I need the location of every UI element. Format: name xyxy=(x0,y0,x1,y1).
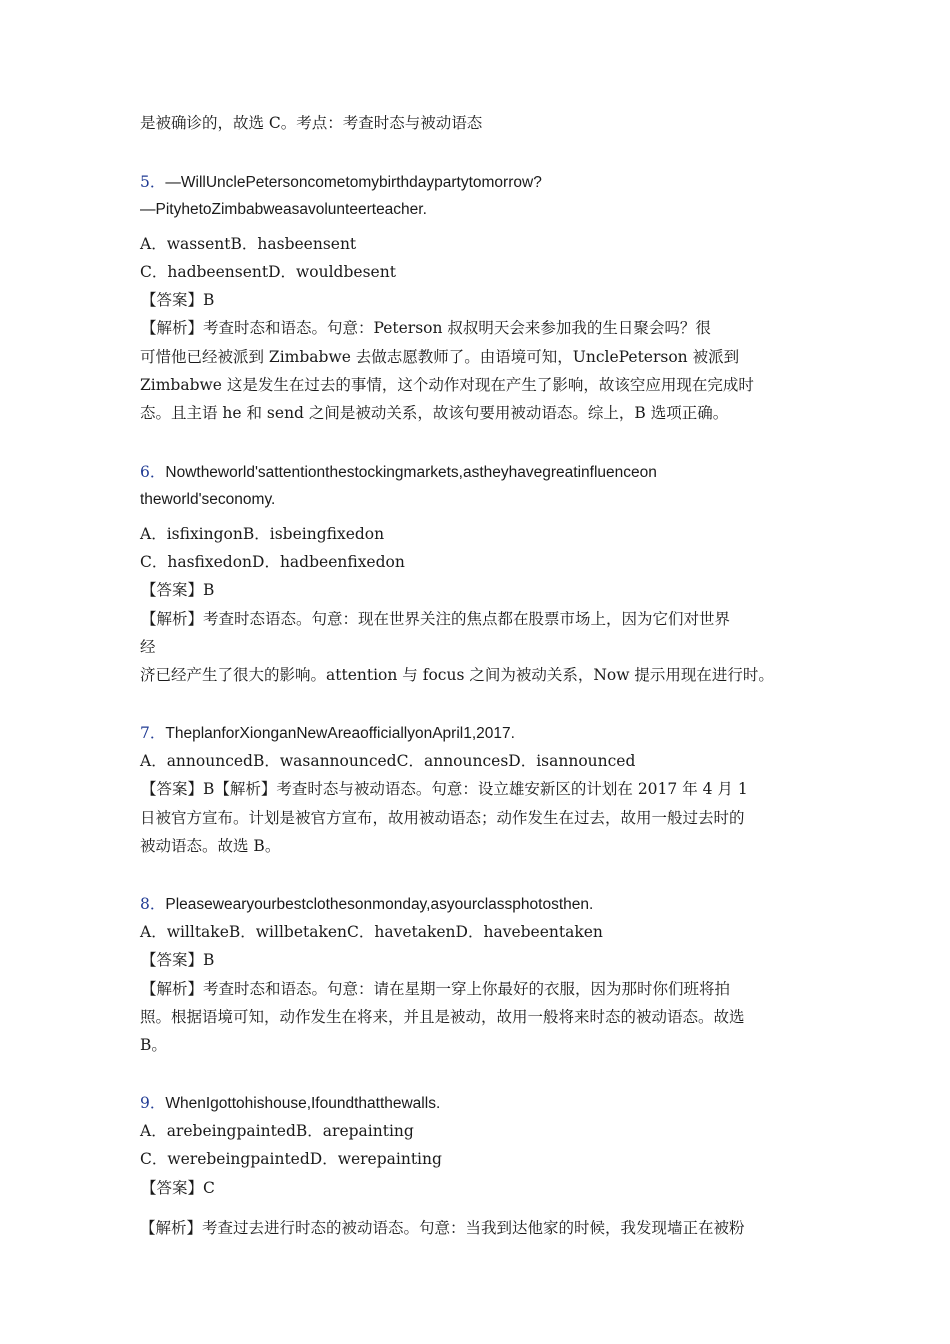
question-7-number: 7． xyxy=(140,724,166,742)
question-6-answer: 【答案】B xyxy=(141,581,215,599)
question-8-stem-line-1 xyxy=(140,893,593,916)
question-6-analysis-3: 济已经产生了很大的影响。attention 与 focus 之间为被动关系，Now 提示用现在进行时。 xyxy=(140,666,774,684)
question-7-stem-line-1 xyxy=(140,722,515,745)
question-9-options-ab: A．arebeingpaintedB．arepainting xyxy=(140,1122,414,1140)
question-7-options: A．announcedB．wasannouncedC．announcesD．isannounced xyxy=(140,752,636,770)
question-8-analysis-2: 照。根据语境可知，动作发生在将来，并且是被动，故用一般将来时态的被动语态。故选 xyxy=(140,1008,745,1026)
question-6-stem-line-2: theworld'seconomy. xyxy=(140,491,276,508)
question-8-stem-1: Pleasewearyourbestclothesonmonday,asyourclassphotosthen. xyxy=(165,896,594,913)
question-7-analysis-2: 日被官方宣布。计划是被官方宣布，故用被动语态；动作发生在过去，故用一般过去时的 xyxy=(140,809,745,827)
question-7-analysis-1: 【答案】B【解析】考查时态与被动语态。句意：设立雄安新区的计划在 2017 年 4 月 1 xyxy=(141,780,748,798)
question-9-number: 9． xyxy=(140,1094,166,1112)
question-5-answer: 【答案】B xyxy=(141,291,215,309)
question-6-options-cd: C．hasfixedonD．hadbeenfixedon xyxy=(140,553,405,571)
question-5-stem-line-1 xyxy=(140,171,542,194)
question-6-analysis-2: 经 xyxy=(140,638,156,656)
question-5-stem-1: —WillUnclePetersoncometomybirthdaypartytomorrow? xyxy=(165,174,542,191)
question-5-options-cd: C．hadbeensentD．wouldbesent xyxy=(140,263,396,281)
question-8-analysis-3: B。 xyxy=(140,1036,167,1054)
question-9-stem-line-1 xyxy=(140,1092,440,1115)
question-5-analysis-3: Zimbabwe 这是发生在过去的事情，这个动作对现在产生了影响，故该空应用现在完成时 xyxy=(140,376,754,394)
question-5-stem-line-2: —PityhetoZimbabweasavolunteerteacher. xyxy=(140,201,427,218)
question-7-stem-1: TheplanforXionganNewAreaofficiallyonApril1,2017. xyxy=(165,725,515,742)
question-8-number: 8． xyxy=(140,895,166,913)
question-5-analysis-2: 可惜他已经被派到 Zimbabwe 去做志愿教师了。由语境可知，UnclePeterson 被派到 xyxy=(140,348,740,366)
question-5-options-ab: A．wassentB．hasbeensent xyxy=(140,235,357,253)
question-6-stem-1: Nowtheworld'sattentionthestockingmarkets,astheyhavegreatinfluenceon xyxy=(165,464,657,481)
question-9-answer: 【答案】C xyxy=(141,1179,215,1197)
question-8-answer: 【答案】B xyxy=(141,951,215,969)
question-9-options-cd: C．werebeingpaintedD．werepainting xyxy=(140,1150,442,1168)
question-8-analysis-1: 【解析】考查时态和语态。句意：请在星期一穿上你最好的衣服，因为那时你们班将拍 xyxy=(141,980,731,998)
question-7-analysis-3: 被动语态。故选 B。 xyxy=(140,837,281,855)
question-5-analysis-4: 态。且主语 he 和 send 之间是被动关系，故该句要用被动语态。综上，B 选项正确。 xyxy=(140,404,729,422)
question-6-options-ab: A．isfixingonB．isbeingfixedon xyxy=(140,525,385,543)
intro-text: 是被确诊的，故选 C。考点：考查时态与被动语态 xyxy=(140,114,483,132)
question-9-stem-1: WhenIgottohishouse,Ifoundthatthewalls. xyxy=(165,1095,441,1112)
question-6-stem-line-1 xyxy=(140,461,657,484)
question-8-options: A．willtakeB．willbetakenC．havetakenD．havebeentaken xyxy=(140,923,603,941)
question-5-number: 5． xyxy=(140,173,166,191)
question-5-analysis-1: 【解析】考查时态和语态。句意：Peterson 叔叔明天会来参加我的生日聚会吗？很 xyxy=(141,319,711,337)
question-6-number: 6． xyxy=(140,463,166,481)
question-6-analysis-1: 【解析】考查时态语态。句意：现在世界关注的焦点都在股票市场上，因为它们对世界 xyxy=(141,610,731,628)
question-9-analysis-1: 【解析】考查过去进行时态的被动语态。句意：当我到达他家的时候，我发现墙正在被粉 xyxy=(140,1219,745,1237)
